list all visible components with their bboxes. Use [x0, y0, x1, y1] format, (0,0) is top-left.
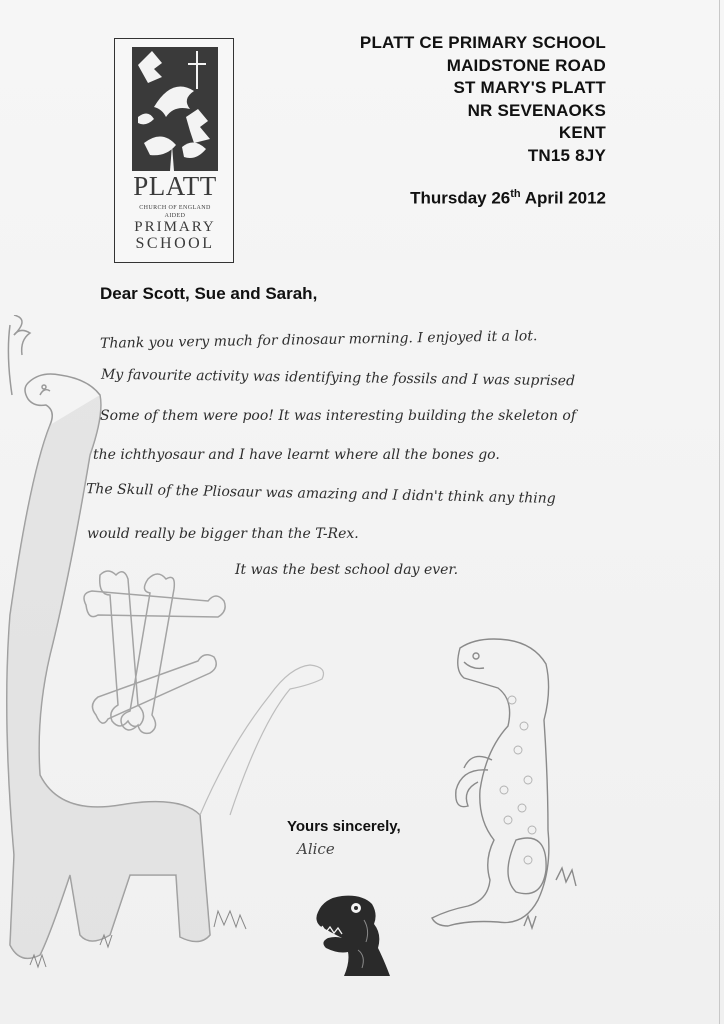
- letter-date: [410, 188, 606, 209]
- logo-subtitle: [115, 204, 235, 220]
- letter-line: would really be bigger than the T-Rex.: [87, 526, 359, 542]
- closing: Yours sincerely,: [287, 818, 401, 835]
- letter-line: the ichthyosaur and I have learnt where all the bones go.: [93, 447, 500, 463]
- logo-school: SCHOOL: [135, 235, 215, 252]
- address-line: PLATT CE PRIMARY SCHOOL: [359, 33, 606, 52]
- address-line: ST MARY'S PLATT: [453, 78, 606, 97]
- address-line: KENT: [558, 123, 606, 142]
- letter-line: My favourite activity was identifying the fossils and I was suprised: [100, 366, 576, 390]
- dinosaur-outline-drawing: [190, 655, 330, 825]
- date-suffix: th: [510, 188, 521, 200]
- letter-line: The Skull of the Pliosaur was amazing and I didn't think any thing: [85, 481, 556, 507]
- page-edge: [719, 0, 720, 1024]
- letter-line: It was the best school day ever.: [235, 562, 459, 578]
- logo-name: PLATT: [133, 171, 217, 201]
- logo-primary: PRIMARY: [134, 219, 216, 235]
- signature: Alice: [297, 840, 335, 858]
- letter-line: Thank you very much for dinosaur morning. I enjoyed it a lot.: [99, 328, 538, 352]
- school-address: [360, 32, 606, 167]
- school-logo-icon: [132, 47, 218, 171]
- address-line: NR SEVENAOKS: [467, 100, 606, 120]
- date-rest: April 2012: [520, 188, 606, 208]
- address-line: TN15 8JY: [527, 145, 606, 165]
- logo-subtitle-line1: CHURCH OF ENGLAND: [139, 205, 211, 211]
- logo-subtitle-line2: AIDED: [164, 213, 186, 219]
- letter-line: Some of them were poo! It was interesting building the skeleton of: [100, 408, 577, 424]
- trex-head-drawing: [312, 890, 392, 978]
- salutation: Dear Scott, Sue and Sarah,: [100, 284, 318, 303]
- address-line: MAIDSTONE ROAD: [446, 55, 606, 75]
- date-prefix: Thursday 26: [410, 188, 511, 208]
- school-logo: [114, 38, 234, 263]
- standing-dinosaur-drawing: [428, 630, 598, 940]
